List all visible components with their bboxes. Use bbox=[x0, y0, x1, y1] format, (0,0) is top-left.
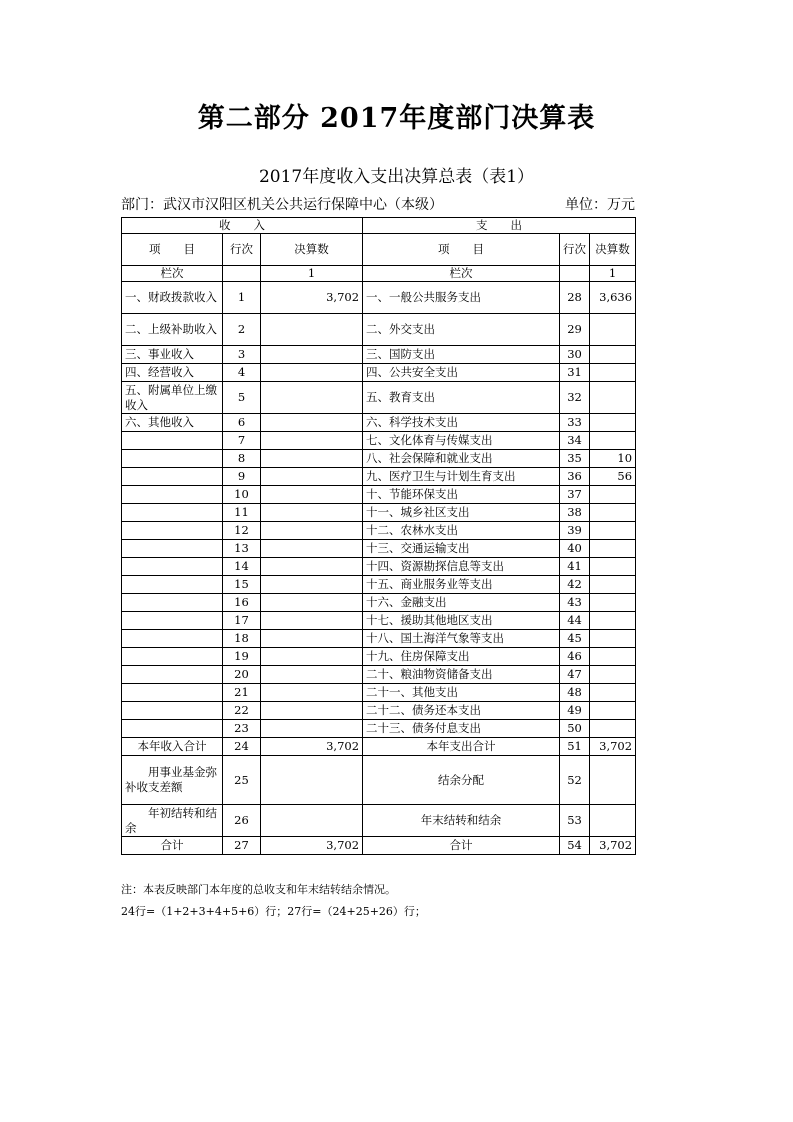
expense-line: 49 bbox=[560, 702, 590, 720]
income-amount bbox=[261, 666, 363, 684]
income-line: 23 bbox=[223, 720, 261, 738]
expense-item: 十七、援助其他地区支出 bbox=[363, 612, 560, 630]
income-amount bbox=[261, 432, 363, 450]
income-amount bbox=[261, 576, 363, 594]
expense-item: 十四、资源勘探信息等支出 bbox=[363, 558, 560, 576]
expense-line: 46 bbox=[560, 648, 590, 666]
expense-item: 七、文化体育与传媒支出 bbox=[363, 432, 560, 450]
expense-line: 32 bbox=[560, 382, 590, 414]
expense-amount bbox=[590, 382, 636, 414]
summary-expense-item: 结余分配 bbox=[363, 756, 560, 805]
notes bbox=[121, 879, 426, 923]
income-item bbox=[122, 558, 223, 576]
income-item bbox=[122, 630, 223, 648]
unit-label: 单位：万元 bbox=[565, 197, 635, 213]
table-row bbox=[122, 540, 636, 558]
summary-income-item: 本年收入合计 bbox=[122, 738, 223, 756]
income-item bbox=[122, 432, 223, 450]
summary-expense-amount bbox=[590, 756, 636, 805]
expense-item: 二十、粮油物资储备支出 bbox=[363, 666, 560, 684]
table-row bbox=[122, 720, 636, 738]
income-line: 9 bbox=[223, 468, 261, 486]
income-item bbox=[122, 522, 223, 540]
income-line: 7 bbox=[223, 432, 261, 450]
expense-item: 二十二、债务还本支出 bbox=[363, 702, 560, 720]
expense-item: 十二、农林水支出 bbox=[363, 522, 560, 540]
expense-amount bbox=[590, 576, 636, 594]
expense-item: 六、科学技术支出 bbox=[363, 414, 560, 432]
income-item bbox=[122, 612, 223, 630]
income-line: 15 bbox=[223, 576, 261, 594]
income-amount bbox=[261, 630, 363, 648]
income-line: 16 bbox=[223, 594, 261, 612]
income-item bbox=[122, 594, 223, 612]
income-item bbox=[122, 504, 223, 522]
expense-amount bbox=[590, 522, 636, 540]
income-line: 13 bbox=[223, 540, 261, 558]
income-amount bbox=[261, 414, 363, 432]
summary-expense-line: 52 bbox=[560, 756, 590, 805]
income-line: 4 bbox=[223, 364, 261, 382]
income-amount bbox=[261, 382, 363, 414]
table-row bbox=[122, 414, 636, 432]
table-row bbox=[122, 666, 636, 684]
expense-amount bbox=[590, 612, 636, 630]
income-header: 收 入 bbox=[122, 218, 363, 234]
summary-income-amount bbox=[261, 805, 363, 837]
expense-line: 40 bbox=[560, 540, 590, 558]
income-item: 四、经营收入 bbox=[122, 364, 223, 382]
summary-row bbox=[122, 805, 636, 837]
summary-expense-amount: 3,702 bbox=[590, 837, 636, 855]
income-line: 6 bbox=[223, 414, 261, 432]
lanci-num-expense: 1 bbox=[590, 266, 636, 282]
table-row bbox=[122, 630, 636, 648]
summary-income-item: 年初结转和结余 bbox=[122, 805, 223, 837]
income-item bbox=[122, 540, 223, 558]
expense-item: 十六、金融支出 bbox=[363, 594, 560, 612]
summary-income-line: 25 bbox=[223, 756, 261, 805]
col-amount-expense: 决算数 bbox=[590, 234, 636, 266]
expense-amount bbox=[590, 432, 636, 450]
income-item: 一、财政拨款收入 bbox=[122, 282, 223, 314]
col-item-expense: 项 目 bbox=[363, 234, 560, 266]
summary-expense-amount: 3,702 bbox=[590, 738, 636, 756]
table-row bbox=[122, 576, 636, 594]
summary-expense-line: 53 bbox=[560, 805, 590, 837]
summary-income-line: 24 bbox=[223, 738, 261, 756]
summary-expense-item: 年末结转和结余 bbox=[363, 805, 560, 837]
expense-item: 十九、住房保障支出 bbox=[363, 648, 560, 666]
income-line: 3 bbox=[223, 346, 261, 364]
expense-amount bbox=[590, 346, 636, 364]
lanci-line-expense bbox=[560, 266, 590, 282]
expense-item: 一、一般公共服务支出 bbox=[363, 282, 560, 314]
expense-item: 二十三、债务付息支出 bbox=[363, 720, 560, 738]
table-row bbox=[122, 486, 636, 504]
table-row bbox=[122, 612, 636, 630]
summary-income-line: 27 bbox=[223, 837, 261, 855]
income-amount bbox=[261, 314, 363, 346]
expense-amount: 10 bbox=[590, 450, 636, 468]
table-row bbox=[122, 282, 636, 314]
income-item: 五、附属单位上缴收入 bbox=[122, 382, 223, 414]
expense-line: 43 bbox=[560, 594, 590, 612]
table-row bbox=[122, 648, 636, 666]
page-title: 第二部分 2017年度部门决算表 bbox=[197, 103, 596, 134]
summary-income-amount: 3,702 bbox=[261, 837, 363, 855]
table-row bbox=[122, 450, 636, 468]
income-item bbox=[122, 702, 223, 720]
expense-line: 31 bbox=[560, 364, 590, 382]
summary-expense-amount bbox=[590, 805, 636, 837]
income-item bbox=[122, 486, 223, 504]
expense-item: 二、外交支出 bbox=[363, 314, 560, 346]
income-item bbox=[122, 450, 223, 468]
expense-line: 34 bbox=[560, 432, 590, 450]
lanci-expense: 栏次 bbox=[363, 266, 560, 282]
income-line: 12 bbox=[223, 522, 261, 540]
income-line: 20 bbox=[223, 666, 261, 684]
expense-amount bbox=[590, 648, 636, 666]
table-row bbox=[122, 504, 636, 522]
summary-income-line: 26 bbox=[223, 805, 261, 837]
expense-line: 47 bbox=[560, 666, 590, 684]
expense-line: 44 bbox=[560, 612, 590, 630]
table-row bbox=[122, 382, 636, 414]
summary-income-item: 合计 bbox=[122, 837, 223, 855]
expense-amount bbox=[590, 684, 636, 702]
income-amount bbox=[261, 364, 363, 382]
table-row bbox=[122, 522, 636, 540]
expense-line: 42 bbox=[560, 576, 590, 594]
income-line: 5 bbox=[223, 382, 261, 414]
expense-amount bbox=[590, 364, 636, 382]
income-item: 六、其他收入 bbox=[122, 414, 223, 432]
expense-line: 28 bbox=[560, 282, 590, 314]
income-amount bbox=[261, 346, 363, 364]
income-line: 1 bbox=[223, 282, 261, 314]
summary-income-item: 用事业基金弥补收支差额 bbox=[122, 756, 223, 805]
income-amount bbox=[261, 540, 363, 558]
table-row bbox=[122, 432, 636, 450]
income-amount bbox=[261, 612, 363, 630]
expense-amount: 56 bbox=[590, 468, 636, 486]
expense-item: 三、国防支出 bbox=[363, 346, 560, 364]
table-row bbox=[122, 346, 636, 364]
expense-amount bbox=[590, 594, 636, 612]
col-amount-income: 决算数 bbox=[261, 234, 363, 266]
expense-item: 十五、商业服务业等支出 bbox=[363, 576, 560, 594]
expense-line: 33 bbox=[560, 414, 590, 432]
lanci-line-income bbox=[223, 266, 261, 282]
lanci-num-income: 1 bbox=[261, 266, 363, 282]
expense-item: 九、医疗卫生与计划生育支出 bbox=[363, 468, 560, 486]
income-amount bbox=[261, 558, 363, 576]
lanci-income: 栏次 bbox=[122, 266, 223, 282]
income-line: 2 bbox=[223, 314, 261, 346]
expense-amount bbox=[590, 314, 636, 346]
income-amount: 3,702 bbox=[261, 282, 363, 314]
income-item: 三、事业收入 bbox=[122, 346, 223, 364]
income-item bbox=[122, 720, 223, 738]
summary-income-amount: 3,702 bbox=[261, 738, 363, 756]
expense-line: 36 bbox=[560, 468, 590, 486]
table-row bbox=[122, 314, 636, 346]
summary-income-amount bbox=[261, 756, 363, 805]
income-amount bbox=[261, 720, 363, 738]
summary-row bbox=[122, 738, 636, 756]
income-item bbox=[122, 684, 223, 702]
expense-item: 二十一、其他支出 bbox=[363, 684, 560, 702]
department-label: 部门：武汉市汉阳区机关公共运行保障中心（本级） bbox=[121, 197, 443, 213]
expense-line: 45 bbox=[560, 630, 590, 648]
expense-amount bbox=[590, 702, 636, 720]
income-line: 8 bbox=[223, 450, 261, 468]
table-row bbox=[122, 684, 636, 702]
income-expense-table bbox=[121, 217, 636, 855]
summary-expense-line: 54 bbox=[560, 837, 590, 855]
income-amount bbox=[261, 648, 363, 666]
expense-line: 29 bbox=[560, 314, 590, 346]
expense-amount bbox=[590, 504, 636, 522]
income-amount bbox=[261, 468, 363, 486]
income-amount bbox=[261, 522, 363, 540]
expense-item: 五、教育支出 bbox=[363, 382, 560, 414]
summary-expense-item: 本年支出合计 bbox=[363, 738, 560, 756]
expense-amount bbox=[590, 486, 636, 504]
expense-amount: 3,636 bbox=[590, 282, 636, 314]
summary-expense-item: 合计 bbox=[363, 837, 560, 855]
summary-row bbox=[122, 837, 636, 855]
expense-item: 八、社会保障和就业支出 bbox=[363, 450, 560, 468]
table-title: 2017年度收入支出决算总表（表1） bbox=[258, 167, 535, 187]
income-item: 二、上级补助收入 bbox=[122, 314, 223, 346]
income-item bbox=[122, 468, 223, 486]
summary-row bbox=[122, 756, 636, 805]
summary-expense-line: 51 bbox=[560, 738, 590, 756]
expense-line: 48 bbox=[560, 684, 590, 702]
expense-line: 37 bbox=[560, 486, 590, 504]
expense-amount bbox=[590, 720, 636, 738]
income-amount bbox=[261, 594, 363, 612]
col-line-expense: 行次 bbox=[560, 234, 590, 266]
table-row bbox=[122, 558, 636, 576]
income-item bbox=[122, 666, 223, 684]
expense-line: 50 bbox=[560, 720, 590, 738]
income-line: 18 bbox=[223, 630, 261, 648]
expense-line: 41 bbox=[560, 558, 590, 576]
expense-amount bbox=[590, 666, 636, 684]
expense-amount bbox=[590, 414, 636, 432]
expense-item: 十、节能环保支出 bbox=[363, 486, 560, 504]
expense-amount bbox=[590, 630, 636, 648]
col-line-income: 行次 bbox=[223, 234, 261, 266]
income-line: 19 bbox=[223, 648, 261, 666]
expense-header: 支 出 bbox=[363, 218, 636, 234]
table-row bbox=[122, 594, 636, 612]
col-item-income: 项 目 bbox=[122, 234, 223, 266]
income-line: 14 bbox=[223, 558, 261, 576]
meta-row bbox=[121, 196, 635, 214]
table-row bbox=[122, 364, 636, 382]
expense-item: 十一、城乡社区支出 bbox=[363, 504, 560, 522]
expense-item: 十三、交通运输支出 bbox=[363, 540, 560, 558]
income-amount bbox=[261, 684, 363, 702]
income-line: 11 bbox=[223, 504, 261, 522]
expense-amount bbox=[590, 558, 636, 576]
income-line: 22 bbox=[223, 702, 261, 720]
note-line-2: 24行=（1+2+3+4+5+6）行；27行=（24+25+26）行； bbox=[121, 905, 426, 918]
expense-line: 35 bbox=[560, 450, 590, 468]
income-amount bbox=[261, 450, 363, 468]
income-amount bbox=[261, 486, 363, 504]
expense-line: 38 bbox=[560, 504, 590, 522]
income-line: 17 bbox=[223, 612, 261, 630]
income-line: 21 bbox=[223, 684, 261, 702]
income-line: 10 bbox=[223, 486, 261, 504]
expense-item: 四、公共安全支出 bbox=[363, 364, 560, 382]
expense-line: 30 bbox=[560, 346, 590, 364]
income-item bbox=[122, 648, 223, 666]
table-row bbox=[122, 468, 636, 486]
income-amount bbox=[261, 702, 363, 720]
income-item bbox=[122, 576, 223, 594]
expense-amount bbox=[590, 540, 636, 558]
expense-line: 39 bbox=[560, 522, 590, 540]
note-line-1: 注：本表反映部门本年度的总收支和年末结转结余情况。 bbox=[121, 883, 396, 896]
income-amount bbox=[261, 504, 363, 522]
expense-item: 十八、国土海洋气象等支出 bbox=[363, 630, 560, 648]
table-row bbox=[122, 702, 636, 720]
